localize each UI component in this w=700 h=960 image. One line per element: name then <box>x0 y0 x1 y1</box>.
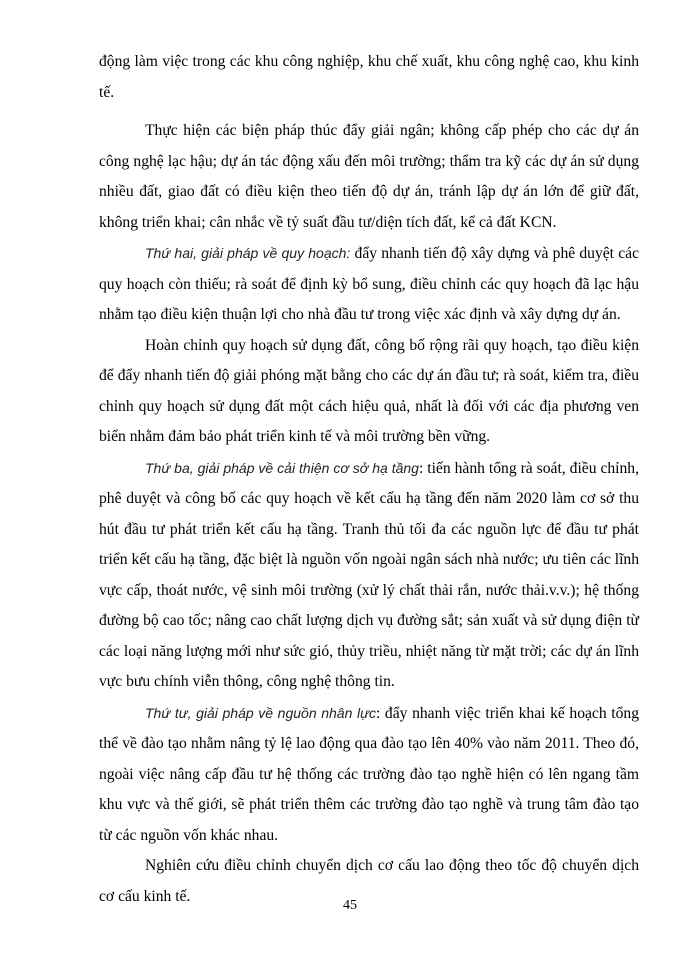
paragraph-2-text: Thực hiện các biện pháp thúc đẩy giải ngân; không cấp phép cho các dự án công nghệ lạc hậu; dự án tác động xấu đến môi trường; thẩm tra kỹ các dự án sử dụng nhiều đất, giao đất có điều kiện theo tiến độ dự án, tránh lập dự án lớn để giữ đất, không triển khai; cân nhắc về tỷ suất đầu tư/diện tích đất, kể cả đất KCN. <box>99 122 639 231</box>
paragraph-3 <box>99 238 639 331</box>
paragraph-6 <box>99 698 639 852</box>
paragraph-6-text: : đẩy nhanh việc triển khai kế hoạch tổng thể về đào tạo nhằm nâng tỷ lệ lao động qua đào tạo lên 40% vào năm 2011. Theo đó, ngoài việc nâng cấp đầu tư hệ thống các trường đào tạo nghề hiện có lên ngang tầm khu vực và thế giới, sẽ phát triển thêm các trường đào tạo nghề và trung tâm đào tạo từ các nguồn vốn khác nhau. <box>99 704 639 844</box>
paragraph-4-text: Hoàn chỉnh quy hoạch sử dụng đất, công bố rộng rãi quy hoạch, tạo điều kiện để đẩy nhanh tiến độ giải phóng mặt bằng cho các dự án đầu tư; rà soát, kiểm tra, điều chỉnh quy hoạch sử dụng đất một cách hiệu quả, nhất là đối với các địa phương ven biển nhằm đảm bảo phát triển kinh tế và môi trường bền vững. <box>99 336 639 445</box>
paragraph-6-lead: Thứ tư, giải pháp về nguồn nhân lực <box>145 704 376 721</box>
paragraph-5-text: : tiến hành tổng rà soát, điều chỉnh, phê duyệt và công bố các quy hoạch về kết cấu hạ tầng đến năm 2020 làm cơ sở thu hút đầu tư phát triển kết cấu hạ tầng. Tranh thủ tối đa các nguồn lực để đầu tư phát triển kết cấu hạ tầng, đặc biệt là nguồn vốn ngoài ngân sách nhà nước; ưu tiên các lĩnh vực cấp, thoát nước, vệ sinh môi trường (xử lý chất thải rắn, nước thải.v.v.); hệ thống đường bộ cao tốc; nâng cao chất lượng dịch vụ đường sắt; sản xuất và sử dụng điện từ các loại năng lượng mới như sức gió, thủy triều, nhiệt năng từ mặt trời; các dự án lĩnh vực bưu chính viễn thông, công nghệ thông tin. <box>99 459 639 690</box>
paragraph-4 <box>99 331 639 453</box>
paragraph-1 <box>99 47 639 108</box>
paragraph-2 <box>99 116 639 238</box>
paragraph-5-lead: Thứ ba, giải pháp về cải thiện cơ sở hạ tầng <box>145 459 419 476</box>
paragraph-5 <box>99 453 639 698</box>
page-number: 45 <box>343 898 357 913</box>
paragraph-3-text: đẩy nhanh tiến độ xây dựng và phê duyệt các quy hoạch còn thiếu; rà soát để định kỳ bổ sung, điều chỉnh các quy hoạch đã lạc hậu nhằm tạo điều kiện thuận lợi cho nhà đầu tư trong việc xác định và xây dựng dự án. <box>99 245 639 323</box>
paragraph-1-text: động làm việc trong các khu công nghiệp, khu chế xuất, khu công nghệ cao, khu kinh tế. <box>99 53 639 101</box>
paragraph-3-lead: Thứ hai, giải pháp về quy hoạch: <box>145 245 351 261</box>
paragraph-7-text: Nghiên cứu điều chỉnh chuyển dịch cơ cấu lao động theo tốc độ chuyển dịch cơ cấu kinh tế. <box>99 857 639 905</box>
document-body <box>99 47 639 912</box>
